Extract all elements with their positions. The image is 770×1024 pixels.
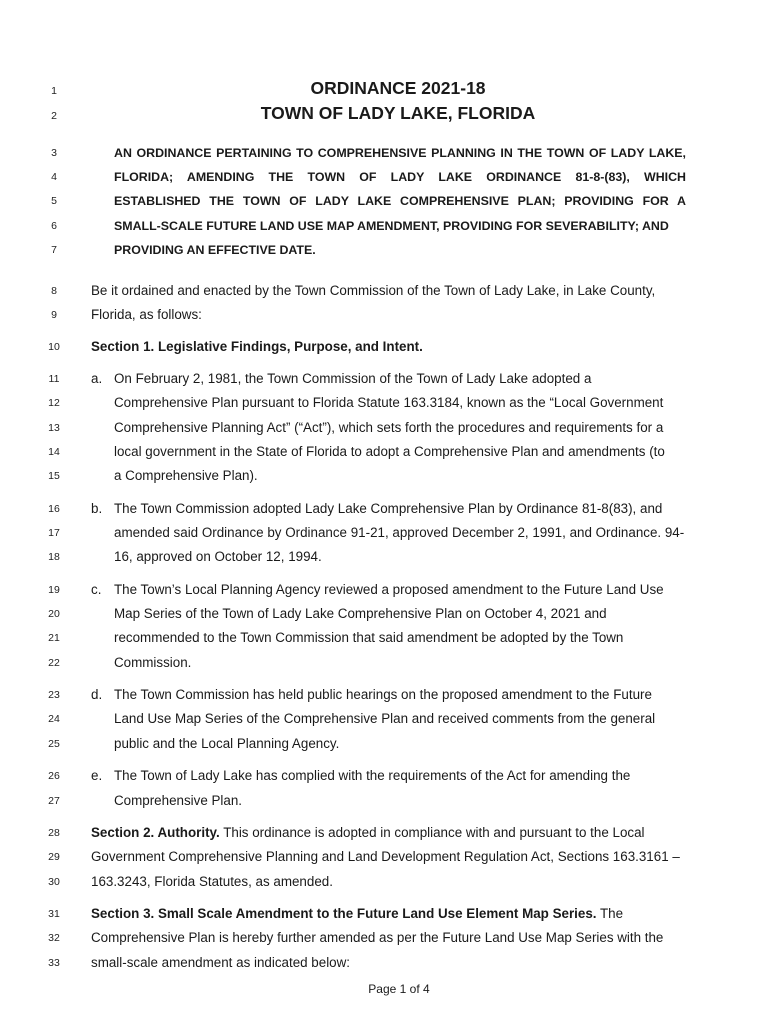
- line-number: 9: [51, 309, 57, 321]
- caption-line: FLORIDA; AMENDING THE TOWN OF LADY LAKE ORDINANCE 81-8-(83), WHICH: [114, 170, 686, 184]
- section2-heading: Section 2. Authority.: [91, 825, 220, 840]
- item-line: Comprehensive Plan pursuant to Florida Statute 163.3184, known as the “Local Government: [114, 395, 664, 410]
- line-number: 30: [48, 876, 60, 888]
- line-number: 17: [48, 527, 60, 539]
- section2-line: 163.3243, Florida Statutes, as amended.: [91, 874, 333, 889]
- line-number: 27: [48, 795, 60, 807]
- item-letter: a.: [91, 371, 103, 386]
- section3-line: [91, 906, 623, 922]
- item-line: Commission.: [114, 655, 192, 670]
- item-line: Comprehensive Planning Act” (“Act”), which sets forth the procedures and requirements for a: [114, 420, 664, 435]
- item-line: 16, approved on October 12, 1994.: [114, 549, 322, 564]
- section1-heading: Section 1. Legislative Findings, Purpose, and Intent.: [91, 339, 423, 354]
- line-number: 31: [48, 908, 60, 920]
- item-line: The Town Commission has held public hearings on the proposed amendment to the Future: [114, 687, 652, 702]
- section2-text: This ordinance is adopted in compliance with and pursuant to the Local: [219, 825, 645, 840]
- line-number: 26: [48, 770, 60, 782]
- line-number: 14: [48, 446, 60, 458]
- line-number: 29: [48, 851, 60, 863]
- item-letter: d.: [91, 687, 103, 702]
- line-number: 28: [48, 827, 60, 839]
- line-number: 15: [48, 470, 60, 482]
- line-number: 2: [51, 110, 57, 122]
- line-number: 25: [48, 738, 60, 750]
- caption-line: AN ORDINANCE PERTAINING TO COMPREHENSIVE PLANNING IN THE TOWN OF LADY LAKE,: [114, 146, 686, 160]
- line-number: 3: [51, 147, 57, 159]
- page-number: Page 1 of 4: [368, 982, 430, 996]
- town-title: TOWN OF LADY LAKE, FLORIDA: [260, 103, 536, 123]
- section2-line: Government Comprehensive Planning and Land Development Regulation Act, Sections 163.3161 –: [91, 849, 680, 864]
- section3-line: Comprehensive Plan is hereby further amended as per the Future Land Use Map Series with the: [91, 930, 664, 945]
- line-number: 5: [51, 195, 57, 207]
- item-line: public and the Local Planning Agency.: [114, 736, 340, 751]
- item-letter: b.: [91, 501, 103, 516]
- line-number: 22: [48, 657, 60, 669]
- enacting-line: Florida, as follows:: [91, 307, 202, 322]
- item-line: Map Series of the Town of Lady Lake Comprehensive Plan on October 4, 2021 and: [114, 606, 607, 621]
- line-number: 7: [51, 244, 57, 256]
- line-number: 21: [48, 632, 60, 644]
- line-number: 11: [48, 373, 60, 385]
- line-number: 12: [48, 397, 60, 409]
- ordinance-title: ORDINANCE 2021-18: [310, 78, 486, 98]
- line-number: 20: [48, 608, 60, 620]
- caption-line: PROVIDING AN EFFECTIVE DATE.: [114, 243, 316, 257]
- item-letter: c.: [91, 582, 102, 597]
- item-line: On February 2, 1981, the Town Commission of the Town of Lady Lake adopted a: [114, 371, 592, 386]
- line-number: 6: [51, 220, 57, 232]
- line-number: 16: [48, 503, 60, 515]
- item-line: local government in the State of Florida to adopt a Comprehensive Plan and amendments (to: [114, 444, 665, 459]
- section2-line: [91, 825, 645, 841]
- line-number: 18: [48, 551, 60, 563]
- item-line: The Town of Lady Lake has complied with the requirements of the Act for amending the: [114, 768, 631, 783]
- item-line: a Comprehensive Plan).: [114, 468, 258, 483]
- caption-line: ESTABLISHED THE TOWN OF LADY LAKE COMPREHENSIVE PLAN; PROVIDING FOR A: [114, 194, 686, 208]
- line-number: 33: [48, 957, 60, 969]
- line-number: 4: [51, 171, 57, 183]
- line-number: 8: [51, 285, 57, 297]
- item-line: The Town Commission adopted Lady Lake Comprehensive Plan by Ordinance 81-8(83), and: [114, 501, 663, 516]
- enacting-line: Be it ordained and enacted by the Town Commission of the Town of Lady Lake, in Lake County,: [91, 283, 656, 298]
- line-number: 23: [48, 689, 60, 701]
- caption-line: SMALL-SCALE FUTURE LAND USE MAP AMENDMENT, PROVIDING FOR SEVERABILITY; AND: [114, 219, 669, 233]
- item-line: recommended to the Town Commission that said amendment be adopted by the Town: [114, 630, 624, 645]
- item-line: amended said Ordinance by Ordinance 91-21, approved December 2, 1991, and Ordinance. 94-: [114, 525, 685, 540]
- line-number: 19: [48, 584, 60, 596]
- item-line: Comprehensive Plan.: [114, 793, 243, 808]
- line-number: 10: [48, 341, 60, 353]
- section3-line: small-scale amendment as indicated below:: [91, 955, 351, 970]
- line-number: 1: [51, 85, 57, 97]
- section3-heading: Section 3. Small Scale Amendment to the Future Land Use Element Map Series.: [91, 906, 597, 921]
- item-line: The Town’s Local Planning Agency reviewed a proposed amendment to the Future Land Use: [114, 582, 664, 597]
- section3-text: The: [596, 906, 624, 921]
- item-line: Land Use Map Series of the Comprehensive Plan and received comments from the general: [114, 711, 656, 726]
- line-number: 13: [48, 422, 60, 434]
- line-number: 32: [48, 932, 60, 944]
- line-number: 24: [48, 713, 60, 725]
- item-letter: e.: [91, 768, 103, 783]
